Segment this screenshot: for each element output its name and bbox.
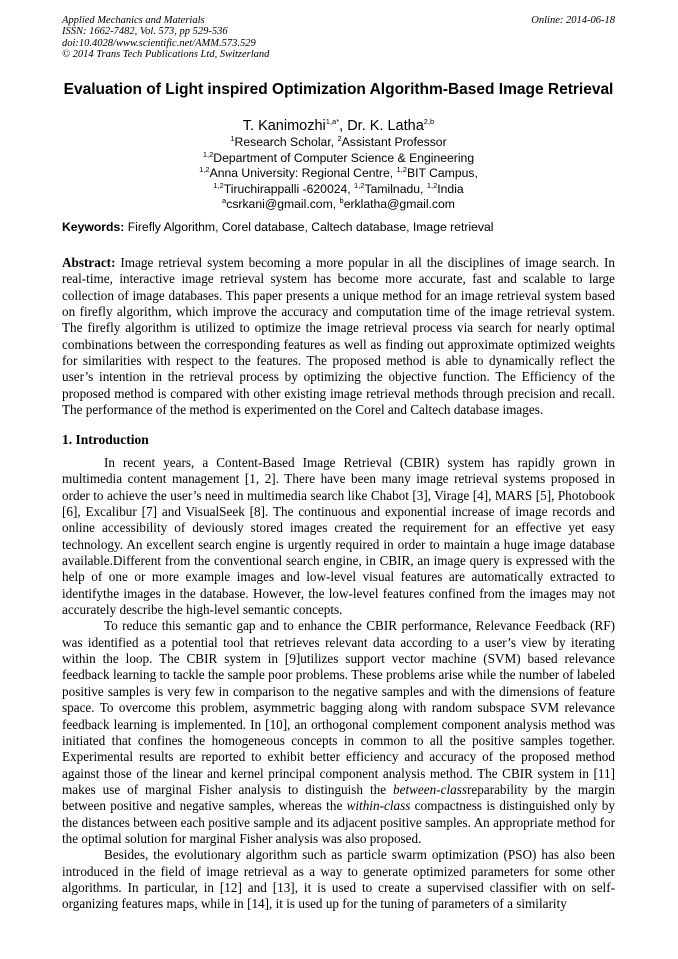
- affiliation-text: Tiruchirappalli -620024,: [223, 181, 355, 196]
- affiliation-text: Department of Computer Science & Engineering: [213, 150, 475, 165]
- affiliation-sup: 1,2: [199, 165, 210, 175]
- affiliation-text: India: [437, 181, 464, 196]
- abstract-label: Abstract:: [62, 255, 116, 270]
- paragraph-text: To reduce this semantic gap and to enhance the CBIR performance, Relevance Feedback (RF) was identified as a potential tool that retrieves relevant data according to a user’s view by iterating within the loop. The CBIR system in [9]utilizes support vector machine (SVM) based relevance feedback learning to tackle the sample poor problems. These problems arise while the number of labeled positive samples is very few in comparison to the negative samples and with the dimensions of feature space. To overcome this problem, asymmetric bagging along with random subspace SVM relevance feedback learning is implemented. In [10], an orthogonal complement component analysis method was initiated that confines the homogeneous concepts in common to all the positive samples together. Experimental results are reported to exhibit better efficiency and accuracy of the proposed method against those of the linear and kernel principal component analysis method. The CBIR system in [11] makes use of marginal Fisher analysis to distinguish the: [62, 618, 615, 797]
- author-separator: ,: [339, 118, 348, 134]
- issn-line: ISSN: 1662-7482, Vol. 573, pp 529-536: [62, 26, 228, 38]
- italic-term: between-class: [393, 781, 467, 797]
- keywords-label: Keywords:: [62, 220, 125, 234]
- email-line: [62, 197, 615, 213]
- affiliation-sup: a: [222, 196, 227, 206]
- keywords-text: Firefly Algorithm, Corel database, Caltech database, Image retrieval: [124, 220, 494, 234]
- affiliation-sup: 2: [337, 133, 342, 143]
- paper-title: Evaluation of Light inspired Optimization Algorithm-Based Image Retrieval: [63, 81, 614, 98]
- affiliation-text: Anna University: Regional Centre,: [209, 166, 397, 181]
- paragraph: Besides, the evolutionary algorithm such as particle swarm optimization (PSO) has also been introduced in the field of image retrieval as a way to generate optimized parameters for some other algorithms. In particular, in [12] and [13], it is used to create a supervised classifier with on self-organizing features maps, while in [14], it is used up for the tuning of parameters of a similarity: [62, 847, 615, 912]
- affiliation-sup: 1,2: [213, 180, 224, 190]
- affiliation-text: Research Scholar,: [234, 135, 338, 149]
- paragraph: In recent years, a Content-Based Image Retrieval (CBIR) system has rapidly grown in multimedia content management [1, 2]. There have been many image retrieval systems proposed in order to achieve the user’s need in multimedia search like Chabot [3], Virage [4], MARS [5], Photobook [6], Excalibur [7] and VisualSeek [8]. The continuous and exponential increase of image records and online accessibility of deviously stored images created the requirement for an effective yet easy technology. An excellent search engine is urgently required in order to maintain a huge image database available.Different from the conventional search engine, in CBIR, an image query is expressed with the help of one or more example images and low-level visual features are automatically extracted to identifythe images in the database. However, the low-level features confined from the images may not accurately describe the high-level semantic concepts.: [62, 455, 615, 618]
- journal-name: Applied Mechanics and Materials: [62, 15, 205, 26]
- affiliation-sup: 1,2: [202, 149, 214, 159]
- author-superscript: 2,b: [423, 117, 435, 127]
- affiliation-sup: 1,2: [396, 165, 407, 175]
- author-superscript: 1,a*: [325, 117, 340, 127]
- affiliation-text: Tamilnadu,: [364, 181, 427, 196]
- doi-line: doi:10.4028/www.scientific.net/AMM.573.529: [62, 37, 256, 49]
- email-text: erklatha@gmail.com: [343, 197, 455, 212]
- section-heading-introduction: 1. Introduction: [62, 432, 149, 447]
- author-name: T. Kanimozhi: [242, 118, 326, 134]
- affiliation-line: [62, 151, 615, 167]
- paragraph-text: compactness is distinguished only by the distances between each positive sample and its adjacent positive samples. An appropriate method for the optimal solution for marginal Fisher analysis was also proposed.: [62, 798, 615, 846]
- italic-term: within-class: [346, 798, 411, 814]
- copyright-line: © 2014 Trans Tech Publications Ltd, Switzerland: [62, 49, 270, 61]
- introduction-body: [62, 455, 615, 913]
- affiliation-line: [62, 166, 615, 182]
- affiliation-sup: 1,2: [354, 180, 365, 190]
- author-line: [62, 118, 615, 135]
- affiliation-sup: 1: [230, 133, 235, 143]
- paragraph: [62, 618, 615, 847]
- affiliation-line: [62, 135, 615, 151]
- abstract-text: Image retrieval system becoming a more popular in all the disciplines of image search. In real-time, interactive image retrieval system has become more accurate, fast and scalable to large collection of image databases. This paper presents a unique method for an image retrieval system based on firefly algorithm, which improve the accuracy and computation time of the image retrieval system. The firefly algorithm is utilized to optimize the image retrieval process via search for nearly optimal combinations between the corresponding features as well as finding out approximate optimized weights for similarities with respect to the features. The proposed method is able to dynamically reflect the user’s intention in the retrieval process by optimizing the objective function. The Efficiency of the proposed method is compared with other existing image retrieval methods through precision and recall. The performance of the method is experimented on the Corel and Caltech database images.: [62, 255, 615, 418]
- paragraph-text: reparability by the margin between positive and negative samples, whereas the: [62, 781, 615, 814]
- affiliation-sup: 1,2: [426, 180, 438, 190]
- online-date: Online: 2014-06-18: [531, 15, 615, 26]
- journal-header: [62, 15, 269, 61]
- affiliation-sup: b: [339, 196, 344, 206]
- author-name: Dr. K. Latha: [347, 118, 424, 134]
- affiliation-text: Assistant Professor: [341, 135, 447, 149]
- affiliation-text: BIT Campus,: [406, 166, 478, 181]
- abstract: [62, 255, 615, 418]
- keywords: [62, 220, 615, 235]
- email-text: csrkani@gmail.com,: [226, 197, 340, 212]
- affiliation-line: [62, 182, 615, 198]
- affiliations: [62, 135, 615, 213]
